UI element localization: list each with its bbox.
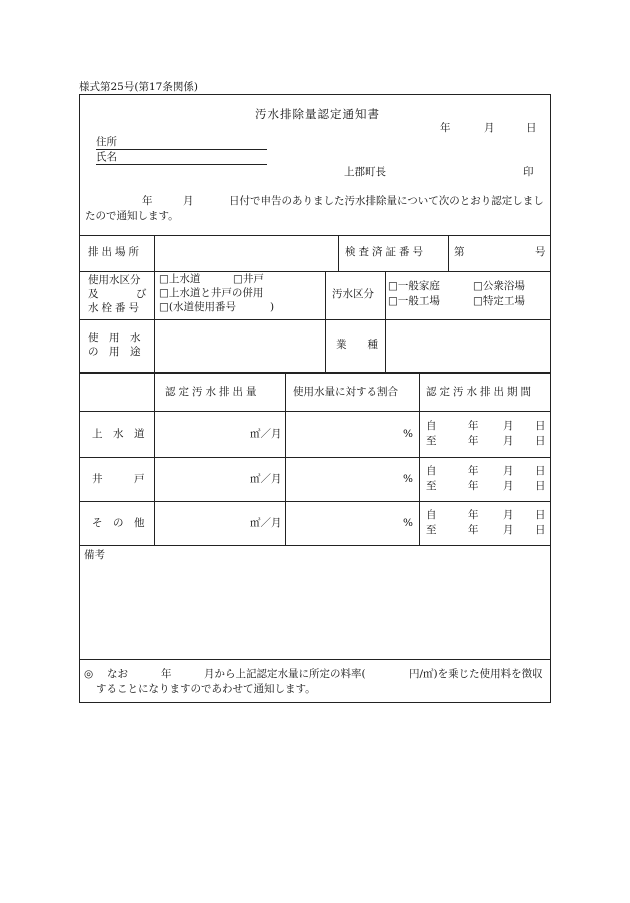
footer-rate-unit: 円/㎥)を乗じた使用料を徴収 (409, 668, 543, 680)
period-to-day: 日 (535, 524, 546, 536)
form-number: 様式第25号(第17条関係) (79, 81, 198, 93)
period-to-month: 月 (503, 480, 514, 492)
name-label: 氏名 (96, 151, 117, 163)
row-label-other: そ の 他 (92, 517, 145, 529)
body-text-line1: 日付で申告のありました汚水排除量について次のとおり認定しまし (229, 195, 544, 207)
option-general-factory[interactable]: □一般工場 (388, 295, 440, 307)
option-household[interactable]: □一般家庭 (388, 280, 440, 292)
remarks-field[interactable] (80, 563, 550, 657)
period-from-year: 年 (468, 420, 479, 432)
period-to-day: 日 (535, 480, 546, 492)
header-discharge-volume: 認定汚水排出量 (165, 386, 260, 398)
header-discharge-period: 認定汚水排出期間 (426, 386, 534, 398)
discharge-place-field[interactable] (155, 236, 337, 270)
date-day: 日 (526, 122, 537, 134)
date-month: 月 (484, 122, 495, 134)
period-to-year: 年 (468, 480, 479, 492)
period-from: 自 (426, 420, 437, 432)
form-title: 汚水排除量認定通知書 (255, 107, 380, 121)
row-label-well: 井 戸 (92, 473, 145, 485)
water-use-label-l1: 使 用 水 (88, 332, 141, 344)
sewage-class-label: 汚水区分 (332, 288, 374, 300)
inspection-number-label: 検査済証番号 (345, 246, 426, 258)
period-to-day: 日 (535, 435, 546, 447)
business-type-field[interactable] (386, 320, 550, 371)
water-class-label-l2b: び (136, 288, 147, 300)
meter-number-close: ) (270, 301, 275, 313)
period-to: 至 (426, 435, 437, 447)
footer-text-line1: 月から上記認定水量に所定の料率( (204, 668, 366, 680)
option-well[interactable]: □井戸 (233, 273, 264, 285)
period-to-year: 年 (468, 435, 479, 447)
period-from-year: 年 (468, 465, 479, 477)
option-meter-number[interactable]: □(水道使用番号 (159, 301, 237, 313)
water-use-label-l2: の 用 途 (88, 346, 141, 358)
water-class-label-l2a: 及 (88, 288, 99, 300)
option-public-bath[interactable]: □公衆浴場 (473, 280, 525, 292)
discharge-place-label: 排出場所 (88, 246, 142, 258)
row-unit: ㎥／月 (250, 517, 282, 529)
body-year: 年 (142, 195, 153, 207)
period-from-month: 月 (503, 465, 514, 477)
water-class-label-l1: 使用水区分 (88, 274, 141, 286)
address-label: 住所 (96, 136, 117, 148)
period-to: 至 (426, 524, 437, 536)
period-from-month: 月 (503, 509, 514, 521)
body-month: 月 (183, 195, 194, 207)
row-label-waterworks: 上 水 道 (92, 428, 145, 440)
footer-text-line2: することになりますのであわせて通知します。 (96, 683, 316, 695)
period-to-month: 月 (503, 435, 514, 447)
period-from-month: 月 (503, 420, 514, 432)
period-from-day: 日 (535, 509, 546, 521)
period-from-year: 年 (468, 509, 479, 521)
issuer: 上郡町長 (344, 166, 386, 178)
header-usage-ratio: 使用水量に対する割合 (293, 386, 398, 398)
row-percent: % (403, 517, 413, 529)
period-to-year: 年 (468, 524, 479, 536)
date-year: 年 (440, 122, 451, 134)
row-percent: % (403, 428, 413, 440)
address-field[interactable] (96, 136, 267, 150)
footer-mark: ◎ (84, 668, 94, 680)
period-from-day: 日 (535, 420, 546, 432)
name-field[interactable] (96, 151, 267, 165)
period-to: 至 (426, 480, 437, 492)
faucet-number-label: 水栓番号 (88, 302, 142, 314)
option-combined[interactable]: □上水道と井戸の併用 (159, 287, 264, 299)
option-specified-factory[interactable]: □特定工場 (473, 295, 525, 307)
row-unit: ㎥／月 (250, 428, 282, 440)
inspection-number-suffix: 号 (535, 246, 546, 258)
inspection-number-prefix: 第 (454, 246, 465, 258)
period-from-day: 日 (535, 465, 546, 477)
notice-form (79, 94, 551, 703)
business-type-label: 業 種 (336, 339, 378, 351)
footer-nao: なお (107, 668, 128, 680)
footer-year: 年 (161, 668, 172, 680)
body-text-line2: たので通知します。 (85, 210, 179, 222)
remarks-label: 備考 (84, 549, 105, 561)
row-percent: % (403, 473, 413, 485)
period-from: 自 (426, 465, 437, 477)
row-unit: ㎥／月 (250, 473, 282, 485)
option-waterworks[interactable]: □上水道 (159, 273, 201, 285)
water-use-field[interactable] (155, 320, 324, 371)
period-to-month: 月 (503, 524, 514, 536)
period-from: 自 (426, 509, 437, 521)
seal-mark: 印 (523, 166, 534, 178)
